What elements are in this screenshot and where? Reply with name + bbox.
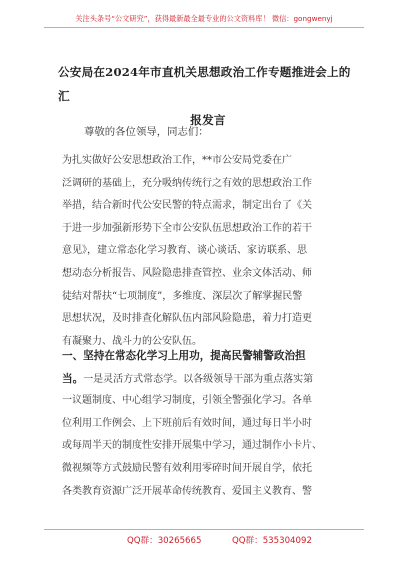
paragraph-line: 意见》，建立常态化学习教育、谈心谈话、家访联系、思 [62, 245, 307, 257]
paragraph-intro [62, 150, 358, 353]
section-heading-tail: 当。 [62, 372, 84, 385]
section-line-first: 一是灵活方式常态学。以各级领导干部为重点落实第 [83, 373, 314, 385]
header-banner: 关注头条号“公文研究”，获得最新最全最专业的公文资料库！ 微信：gongwenyj [75, 14, 333, 23]
section-line: 位利用工作例会、上下班前后有效时间，通过每日半小时 [62, 417, 312, 429]
section-line: 或每周半天的制度性安排开展集中学习，通过制作小卡片、 [62, 440, 322, 452]
paragraph-line: 徒结对帮扶“七项制度”，多维度、深层次了解掌握民警 [62, 290, 303, 302]
title-line-1: 公安局在2024年市直机关思想政治工作专题推进会上的汇 [58, 65, 351, 103]
section-one [62, 345, 358, 503]
section-line: 微视频等方式鼓励民警有效利用零碎时间开展自学，依托 [62, 462, 312, 474]
paragraph-line: 泛调研的基础上，充分吸纳传统行之有效的思想政治工作 [62, 177, 312, 189]
paragraph-line: 思想状况，及时排查化解队伍内部风险隐患，着力打造更 [62, 313, 312, 325]
paragraph-line: 举措，结合新时代公安民警的特点需求，制定出台了《关 [62, 200, 312, 212]
paragraph-line: 想动态分析报告、风险隐患排查管控、业余文体活动、师 [62, 267, 312, 279]
section-line: 一议题制度、中心组学习制度，引领全警强化学习。各单 [62, 395, 312, 407]
footer-qq-group-2: QQ群：535304092 [232, 536, 312, 546]
footer-qq-group-1: QQ群：30265665 [127, 536, 202, 546]
paragraph-line: 于进一步加强新形势下全市公安队伍思想政治工作的若干 [62, 222, 312, 234]
section-line: 各类教育资源广泛开展革命传统教育、爱国主义教育、警 [62, 485, 312, 497]
title-line-2: 报发言 [190, 113, 226, 127]
section-heading-line-1: 一、坚持在常态化学习上用功，提高民警辅警政治担 [62, 350, 306, 362]
header-divider [44, 27, 364, 28]
section-heading-line-2 [62, 368, 358, 391]
footer-divider [44, 529, 364, 530]
paragraph-line: 为扎实做好公安思想政治工作，**市公安局党委在广 [62, 155, 292, 166]
paragraph-line: 有凝聚力、战斗力的公安队伍。 [62, 335, 202, 347]
document-title [58, 60, 358, 132]
greeting: 尊敬的各位领导，同志们： [84, 126, 209, 138]
